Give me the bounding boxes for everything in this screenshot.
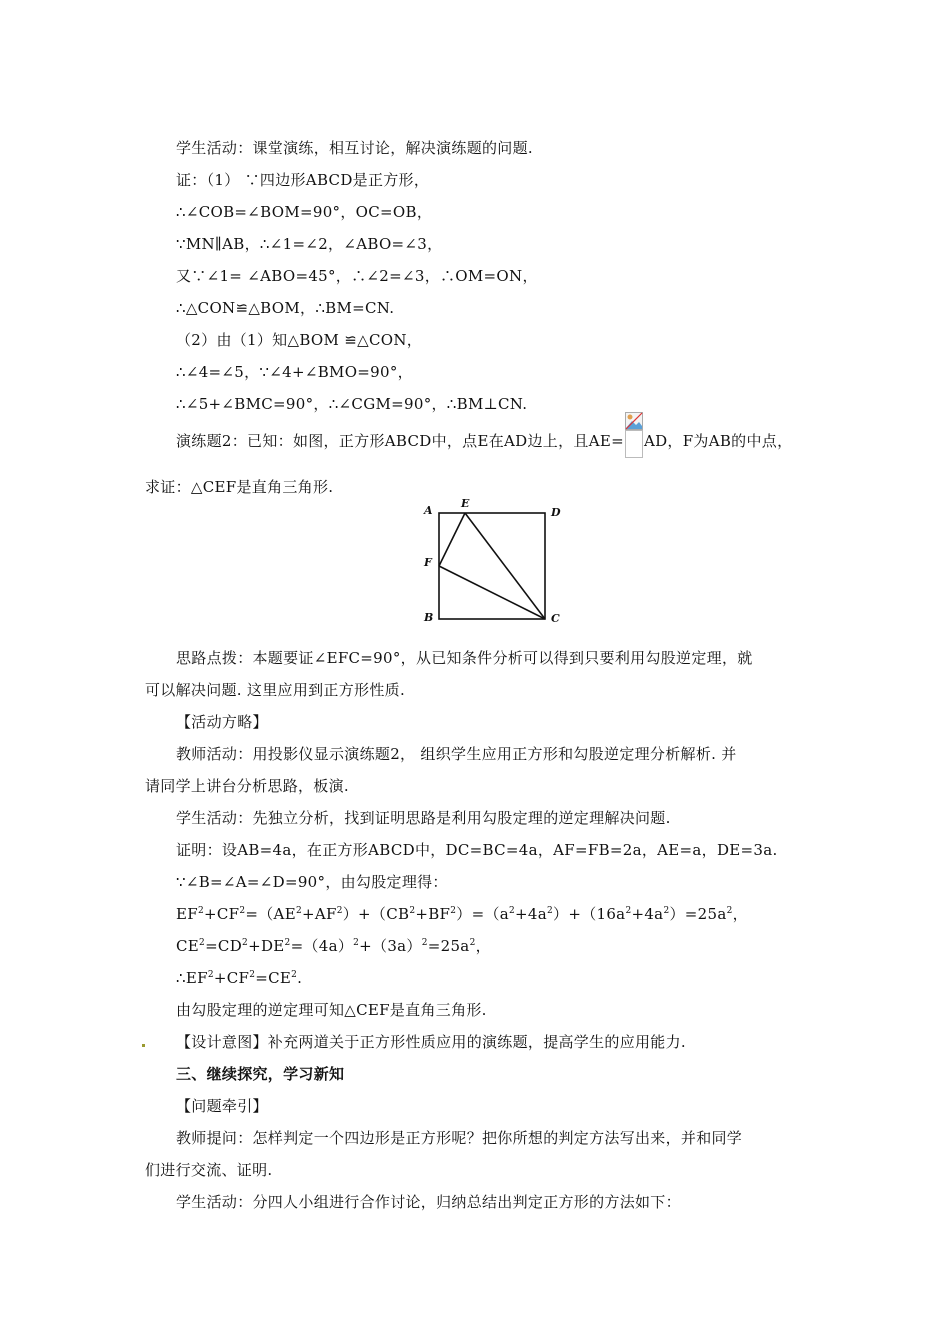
equation-ef-cf: $EF^2+CF^2=(AE^2+AF^2)+(CB^2+BF^2)=(a^2+4a^2)+(16a^2+4a^2)=25a^2$， [176,905,748,923]
text-line: 们进行交流、证明. [145,1161,273,1179]
fraction-box [625,430,643,458]
label-e: E [461,497,470,510]
bullet-mark [142,1044,145,1047]
label-d: D [551,506,561,519]
broken-image-icon [625,412,643,430]
text-line: ∵∠B=∠A=∠D=90°，由勾股定理得： [176,873,448,891]
equation-ce: $CE^2=CD^2+DE^2=(4a)^2+(3a)^2=25a^2$， [176,937,491,955]
segment-ec [465,513,545,619]
text-line: 证：（1） ∵四边形ABCD是正方形， [176,171,430,189]
section-heading: 【活动方略】 [176,713,268,731]
equation-conclusion: $\therefore EF^2+CF^2=CE^2$. [176,969,303,987]
text-line: 证明：设AB=4a，在正方形ABCD中，DC=BC=4a，AF=FB=2a，AE=a，DE=3a. [176,841,778,859]
text-line: 学生活动：分四人小组进行合作讨论，归纳总结出判定正方形的方法如下： [176,1193,681,1211]
exercise-2-statement [176,426,792,458]
text-line: 思路点拨：本题要证∠EFC=90°，从已知条件分析可以得到只要利用勾股逆定理，就 [176,649,753,667]
exercise-2-text-a: 演练题2：已知：如图，正方形ABCD中，点E在AD边上，且AE= [176,432,624,450]
text-line: 可以解决问题. 这里应用到正方形性质. [145,681,406,699]
text-line: 教师提问：怎样判定一个四边形是正方形呢？把你所想的判定方法写出来，并和同学 [176,1129,743,1147]
label-f: F [424,556,432,569]
fraction-image-placeholder [625,412,643,458]
text-line: 学生活动：课堂演练，相互讨论，解决演练题的问题. [176,139,533,157]
text-line: ∵MN∥AB，∴∠1=∠2，∠ABO=∠3， [176,235,443,253]
text-line: ∴∠5+∠BMC=90°，∴∠CGM=90°，∴BM⊥CN. [176,395,528,413]
text-line: 【设计意图】补充两道关于正方形性质应用的演练题，提高学生的应用能力. [176,1033,686,1051]
segment-fc [439,566,545,619]
exercise-2-text-b: AD，F为AB的中点， [643,432,793,450]
text-line: 学生活动：先独立分析，找到证明思路是利用勾股定理的逆定理解决问题. [176,809,671,827]
label-c: C [551,612,560,625]
text-line: ∴△CON≌△BOM，∴BM=CN. [176,299,395,317]
text-line: 由勾股定理的逆定理可知△CEF是直角三角形. [176,1001,487,1019]
text-line: （2）由（1）知△BOM ≌△CON， [176,331,423,349]
label-b: B [424,611,434,624]
section-heading: 【问题牵引】 [176,1097,268,1115]
square-abcd-figure [415,494,570,626]
text-line: 教师活动：用投影仪显示演练题2， 组织学生应用正方形和勾股逆定理分析解析. 并 [176,745,737,763]
segment-ef [439,513,465,566]
section-heading: 三、继续探究，学习新知 [176,1065,345,1083]
label-a: A [424,504,433,517]
text-line: 请同学上讲台分析思路，板演. [145,777,349,795]
text-line: ∴∠COB=∠BOM=90°，OC=OB， [176,203,433,221]
text-line: 求证：△CEF是直角三角形. [145,478,334,496]
square-abcd [439,513,545,619]
text-line: ∴∠4=∠5，∵∠4+∠BMO=90°， [176,363,413,381]
text-line: 又∵∠1= ∠ABO=45°，∴∠2=∠3，∴OM=ON， [176,267,538,285]
